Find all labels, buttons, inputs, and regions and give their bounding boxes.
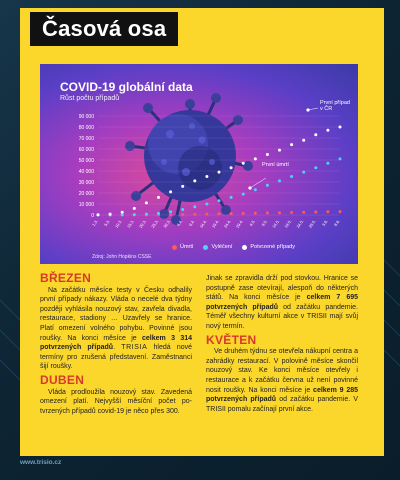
series-point — [218, 171, 221, 174]
x-tick-label: 8.6. — [332, 218, 341, 228]
series-point — [290, 143, 293, 146]
y-tick-label: 80 000 — [78, 124, 94, 131]
series-point — [266, 153, 269, 156]
series-point — [242, 162, 245, 165]
heading-brezen: BŘEZEN — [40, 271, 92, 285]
series-point — [314, 166, 317, 169]
series-point — [339, 210, 342, 213]
series-point — [254, 212, 257, 215]
series-point — [302, 171, 305, 174]
chart-title: COVID-19 globální data — [60, 80, 193, 94]
annotation-first-death: První úmrtí — [262, 162, 289, 168]
y-tick-label: 30 000 — [78, 179, 94, 186]
x-tick-label: 30.3. — [162, 218, 172, 229]
series-point — [242, 212, 245, 215]
page-title: Časová osa — [42, 16, 167, 41]
series-point — [218, 199, 221, 202]
series-point — [242, 193, 245, 196]
annotation-cz-marker — [248, 178, 266, 190]
series-point — [133, 207, 136, 210]
y-tick-label: 20 000 — [78, 190, 94, 197]
series-point — [193, 179, 196, 182]
series-point — [169, 210, 172, 213]
series-point — [145, 213, 148, 216]
series-point — [205, 213, 208, 216]
x-tick-label: 29.4. — [234, 218, 245, 229]
series-point — [266, 211, 269, 214]
chart-source: Zdroj: John Hopkins CSSE — [92, 254, 152, 260]
series-point — [205, 203, 208, 206]
series-point — [169, 213, 172, 216]
x-tick-label: 9.4. — [187, 218, 196, 228]
y-tick-label: 70 000 — [78, 135, 94, 142]
series-point — [230, 212, 233, 215]
series-point — [157, 196, 160, 199]
chart-subtitle: Růst počtu případů — [60, 95, 120, 102]
series-point — [121, 211, 124, 214]
x-tick-label: 4.5. — [248, 218, 257, 228]
series-point — [326, 162, 329, 165]
series-point — [193, 205, 196, 208]
text-column-left — [40, 271, 193, 416]
series-point — [181, 185, 184, 188]
text-column-right — [206, 274, 358, 414]
y-tick-label: 90 000 — [78, 113, 94, 120]
series-point — [230, 166, 233, 169]
x-tick-label: 24.4. — [222, 218, 232, 229]
series-point — [339, 157, 342, 160]
series-point — [97, 213, 100, 216]
series-point — [133, 213, 136, 216]
y-tick-label: 40 000 — [78, 168, 94, 175]
legend-item-confirmed: Potvrzené případy — [242, 244, 295, 250]
series-point — [145, 201, 148, 204]
paragraph-kveten: Ve druhém týdnu se otevřela nákupní centra a zahrádky restaurací. V polovině měsíce skončil nouzový stav. Ke konci měsíce otevřely i restaurace a k začátku června už není povinné nosit roušky. Na konci měsíce je celkem 9 285 potvrzených případů od začátku pandemie. V TRISII pomalu začínají první akce. — [206, 348, 358, 413]
y-tick-label: 50 000 — [78, 157, 94, 164]
x-tick-label: 1.3. — [90, 218, 99, 228]
paragraph-brezen: Na začátku měsíce testy v Česku odhalily první případy nákazy. Vláda o necelé dva týdny později vyhlásila nouzový stav, zavřela divadla, restaurace, stadiony … Uzavřely se hranice. Platí omezení volného pohybu. Povinné jsou roušky. Na konci měsíce je celkem 3 314 potvrzených případů. TRISIA hledá nové termíny pro zrušená představení. Zaměstnanci šijí roušky. — [40, 286, 193, 371]
series-point — [314, 133, 317, 136]
series-point — [230, 196, 233, 199]
y-tick-label: 10 000 — [78, 201, 94, 208]
series-point — [254, 188, 257, 191]
y-tick-label: 0 — [91, 212, 94, 219]
series-point — [218, 212, 221, 215]
page-title-box — [30, 12, 178, 46]
series-point — [326, 210, 329, 213]
x-tick-label: 4.4. — [175, 218, 184, 228]
x-tick-label: 5.3. — [102, 218, 111, 228]
x-tick-label: 19.4. — [210, 218, 220, 229]
series-point — [278, 211, 281, 214]
x-tick-label: 10.3. — [113, 218, 124, 229]
paragraph-duben: Vláda prodloužila nouzový stav. Zavedená omezení platí. Nejvyšší měsíční počet potvrzených případů covid-19 je něco přes 300. — [40, 388, 192, 415]
x-tick-label: 29.5. — [307, 218, 317, 229]
series-point — [326, 129, 329, 132]
covid-chart — [40, 64, 358, 264]
paragraph-duben-cont: Jinak se zpravidla drží pod stovkou. Hranice se postupně zase otevírají, alespoň do některých států. Na konci měsíce je celkem 7 695 potvrzených případů od začátku pandemie. Téměř všechny kulturní akce v TRISII mají svůj nový termín. — [206, 275, 359, 330]
y-tick-label: 60 000 — [78, 146, 94, 153]
series-point — [121, 213, 124, 216]
x-tick-label: 14.5. — [271, 218, 281, 229]
annotation-cz: První případ v ČR — [320, 100, 350, 112]
series-point — [254, 157, 257, 160]
legend-item-deaths: Úmrtí — [172, 244, 193, 250]
series-point — [109, 213, 112, 216]
series-point — [205, 175, 208, 178]
chart-svg — [40, 64, 358, 264]
footer-url[interactable]: www.trisio.cz — [20, 459, 62, 466]
x-tick-label: 9.5. — [260, 218, 269, 228]
chart-legend — [172, 244, 295, 250]
series-point — [339, 126, 342, 129]
x-tick-label: 3.6. — [320, 218, 329, 228]
series-point — [302, 139, 305, 142]
x-tick-label: 19.5. — [283, 218, 293, 229]
series-point — [278, 179, 281, 182]
annotation-death-marker — [306, 108, 318, 112]
series-point — [169, 190, 172, 193]
x-tick-label: 15.3. — [125, 218, 136, 229]
series-point — [290, 211, 293, 214]
series-point — [290, 175, 293, 178]
series-point — [302, 211, 305, 214]
x-tick-label: 20.3. — [138, 218, 148, 229]
series-point — [181, 208, 184, 211]
x-tick-label: 25.3. — [150, 218, 160, 229]
heading-duben: DUBEN — [40, 372, 85, 387]
x-tick-label: 24.5. — [295, 218, 305, 229]
series-point — [157, 212, 160, 215]
series-point — [314, 211, 317, 214]
series-point — [181, 213, 184, 216]
series-point — [278, 149, 281, 152]
legend-item-recovered: Vyléčení — [203, 244, 232, 250]
x-tick-label: 14.4. — [198, 218, 208, 229]
series-point — [266, 184, 269, 187]
series-point — [193, 213, 196, 216]
heading-kveten: KVĚTEN — [206, 332, 257, 347]
